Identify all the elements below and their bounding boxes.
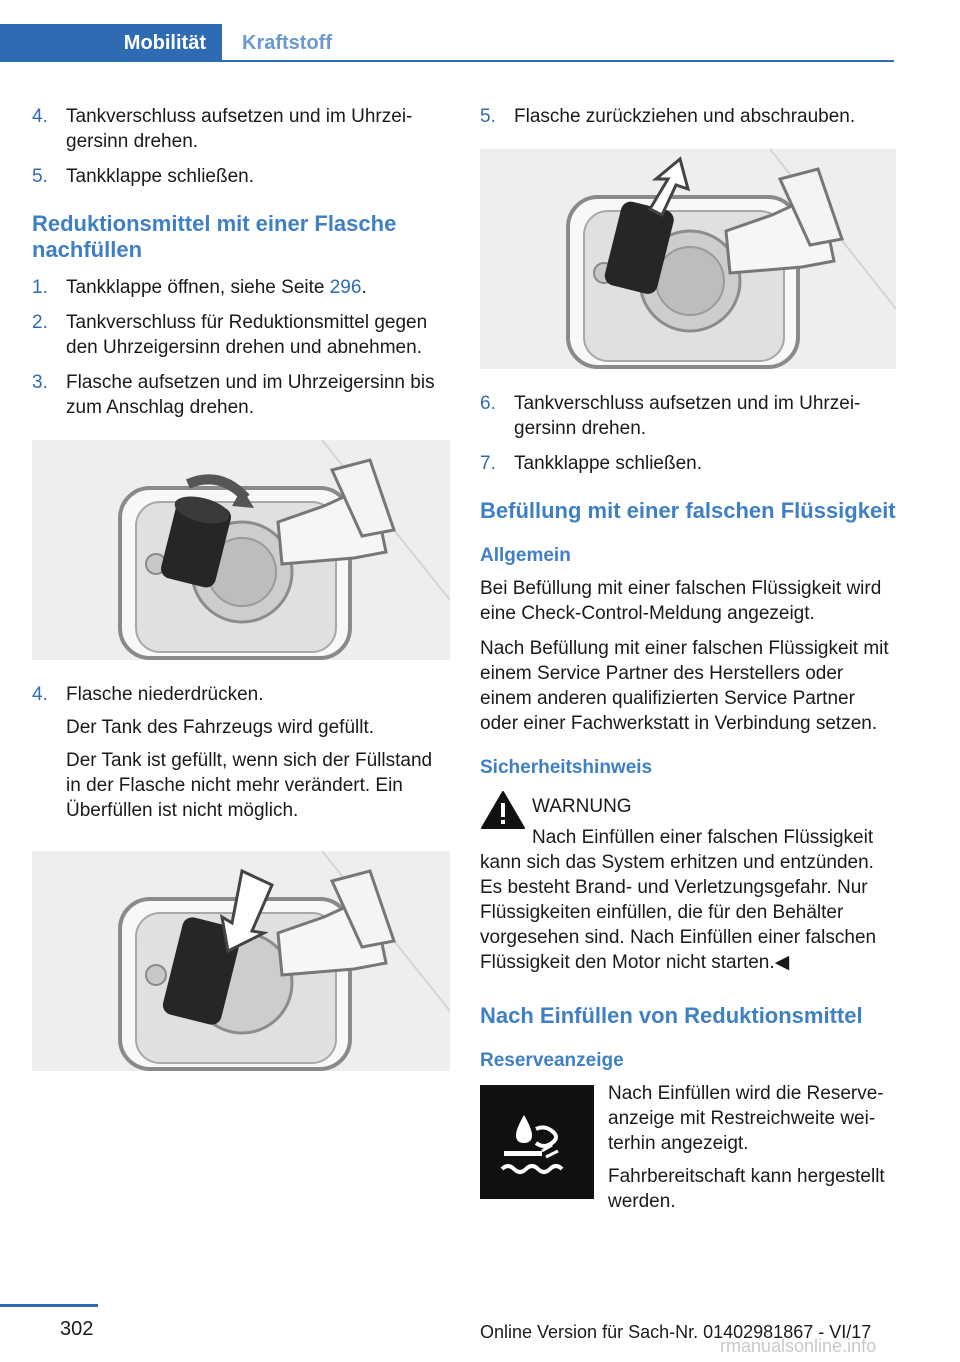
subheading-safety: Sicherheitshinweis — [480, 757, 653, 778]
list-item: 4. Tankverschluss aufsetzen und im Uhrzeigersinn drehen. — [32, 106, 413, 152]
list-item: 6. Tankverschluss aufsetzen und im Uhrzeigersinn drehen. — [480, 393, 861, 439]
warning-triangle-icon — [480, 790, 526, 830]
section-heading: Reduktionsmittel mit einer Flasche nachfüllen — [32, 211, 397, 262]
list-item: 1. Tankklappe öffnen, siehe Seite 296. — [32, 277, 367, 298]
header-rule — [222, 60, 894, 62]
right-column — [480, 96, 896, 1222]
warning-text-rest: kann sich das System erhitzen und entzünden. Es besteht Brand- und Verletzungsgefahr. Nur Flüssigkeiten einfüllen, die für den Behälter vorgesehen sind. Nach Einfüllen einer falschen Flüssigkeit den Motor nicht starten.◀ — [480, 852, 877, 973]
subheading-general: Allgemein — [480, 545, 571, 566]
watermark: rmanualsonline.info — [720, 1336, 877, 1356]
illustration-bottle-remove — [480, 149, 896, 369]
section-heading: Nach Einfüllen von Reduktionsmittel — [480, 1003, 863, 1028]
paragraph: Bei Befüllung mit einer falschen Flüssigkeit wird eine Check-Control-Meldung angezeigt. — [480, 578, 882, 624]
reserve-indicator-icon — [480, 1085, 594, 1199]
footer-rule — [0, 1304, 98, 1307]
page-header — [0, 0, 960, 64]
tab-kraftstoff[interactable]: Kraftstoff — [242, 31, 332, 54]
tab-mobilitaet[interactable]: Mobilität — [0, 24, 222, 62]
list-item: 2. Tankverschluss für Reduktionsmittel gegen den Uhrzeigersinn drehen und abnehmen. — [32, 312, 428, 358]
section-heading: Befüllung mit einer falschen Flüssigkeit — [480, 498, 896, 523]
warning-title: WARNUNG — [532, 796, 632, 817]
online-version-text: Online Version für Sach-Nr. 01402981867 - VI/17 — [480, 1322, 872, 1342]
list-item: 4. Flasche niederdrücken. Der Tank des Fahrzeugs wird gefüllt. Der Tank ist gefüllt, wenn sich der Füllstand in der Flasche nicht mehr verändert. Ein Überfüllen ist nicht möglich. — [32, 684, 433, 821]
bottle-twist-image — [32, 440, 450, 660]
paragraph: Nach Befüllung mit einer falschen Flüssigkeit mit einem Service Partner des Herstellers oder einem anderen qualifizierten Service Partner oder einer Fachwerkstatt in Verbindung setzen. — [480, 638, 889, 734]
list-item: 7. Tankklappe schließen. — [480, 453, 702, 474]
bottle-press-image — [32, 851, 450, 1071]
subheading-reserve: Reserveanzeige — [480, 1050, 624, 1071]
bottle-remove-image — [480, 149, 896, 369]
warning-block — [480, 788, 896, 975]
list-item: 5. Tankklappe schließen. — [32, 166, 254, 187]
page-number: 302 — [60, 1318, 94, 1340]
reserve-text-2: Fahrbereitschaft kann hergestellt werden. — [608, 1166, 885, 1212]
list-item: 5. Flasche zurückziehen und abschrauben. — [480, 106, 856, 127]
reserve-block — [480, 1081, 896, 1222]
list-item: 3. Flasche aufsetzen und im Uhrzeigersinn bis zum Anschlag drehen. — [32, 372, 435, 418]
illustration-bottle-press — [32, 851, 450, 1071]
page-link[interactable]: 296 — [329, 277, 362, 298]
left-column — [32, 96, 450, 1093]
reserve-text-1: Nach Einfüllen wird die Reserveanzeige mit Restreichweite weiterhin angezeigt. — [608, 1083, 884, 1154]
illustration-bottle-twist — [32, 440, 450, 660]
warning-text-first: Nach Einfüllen einer falschen Flüssigkeit — [532, 827, 874, 848]
